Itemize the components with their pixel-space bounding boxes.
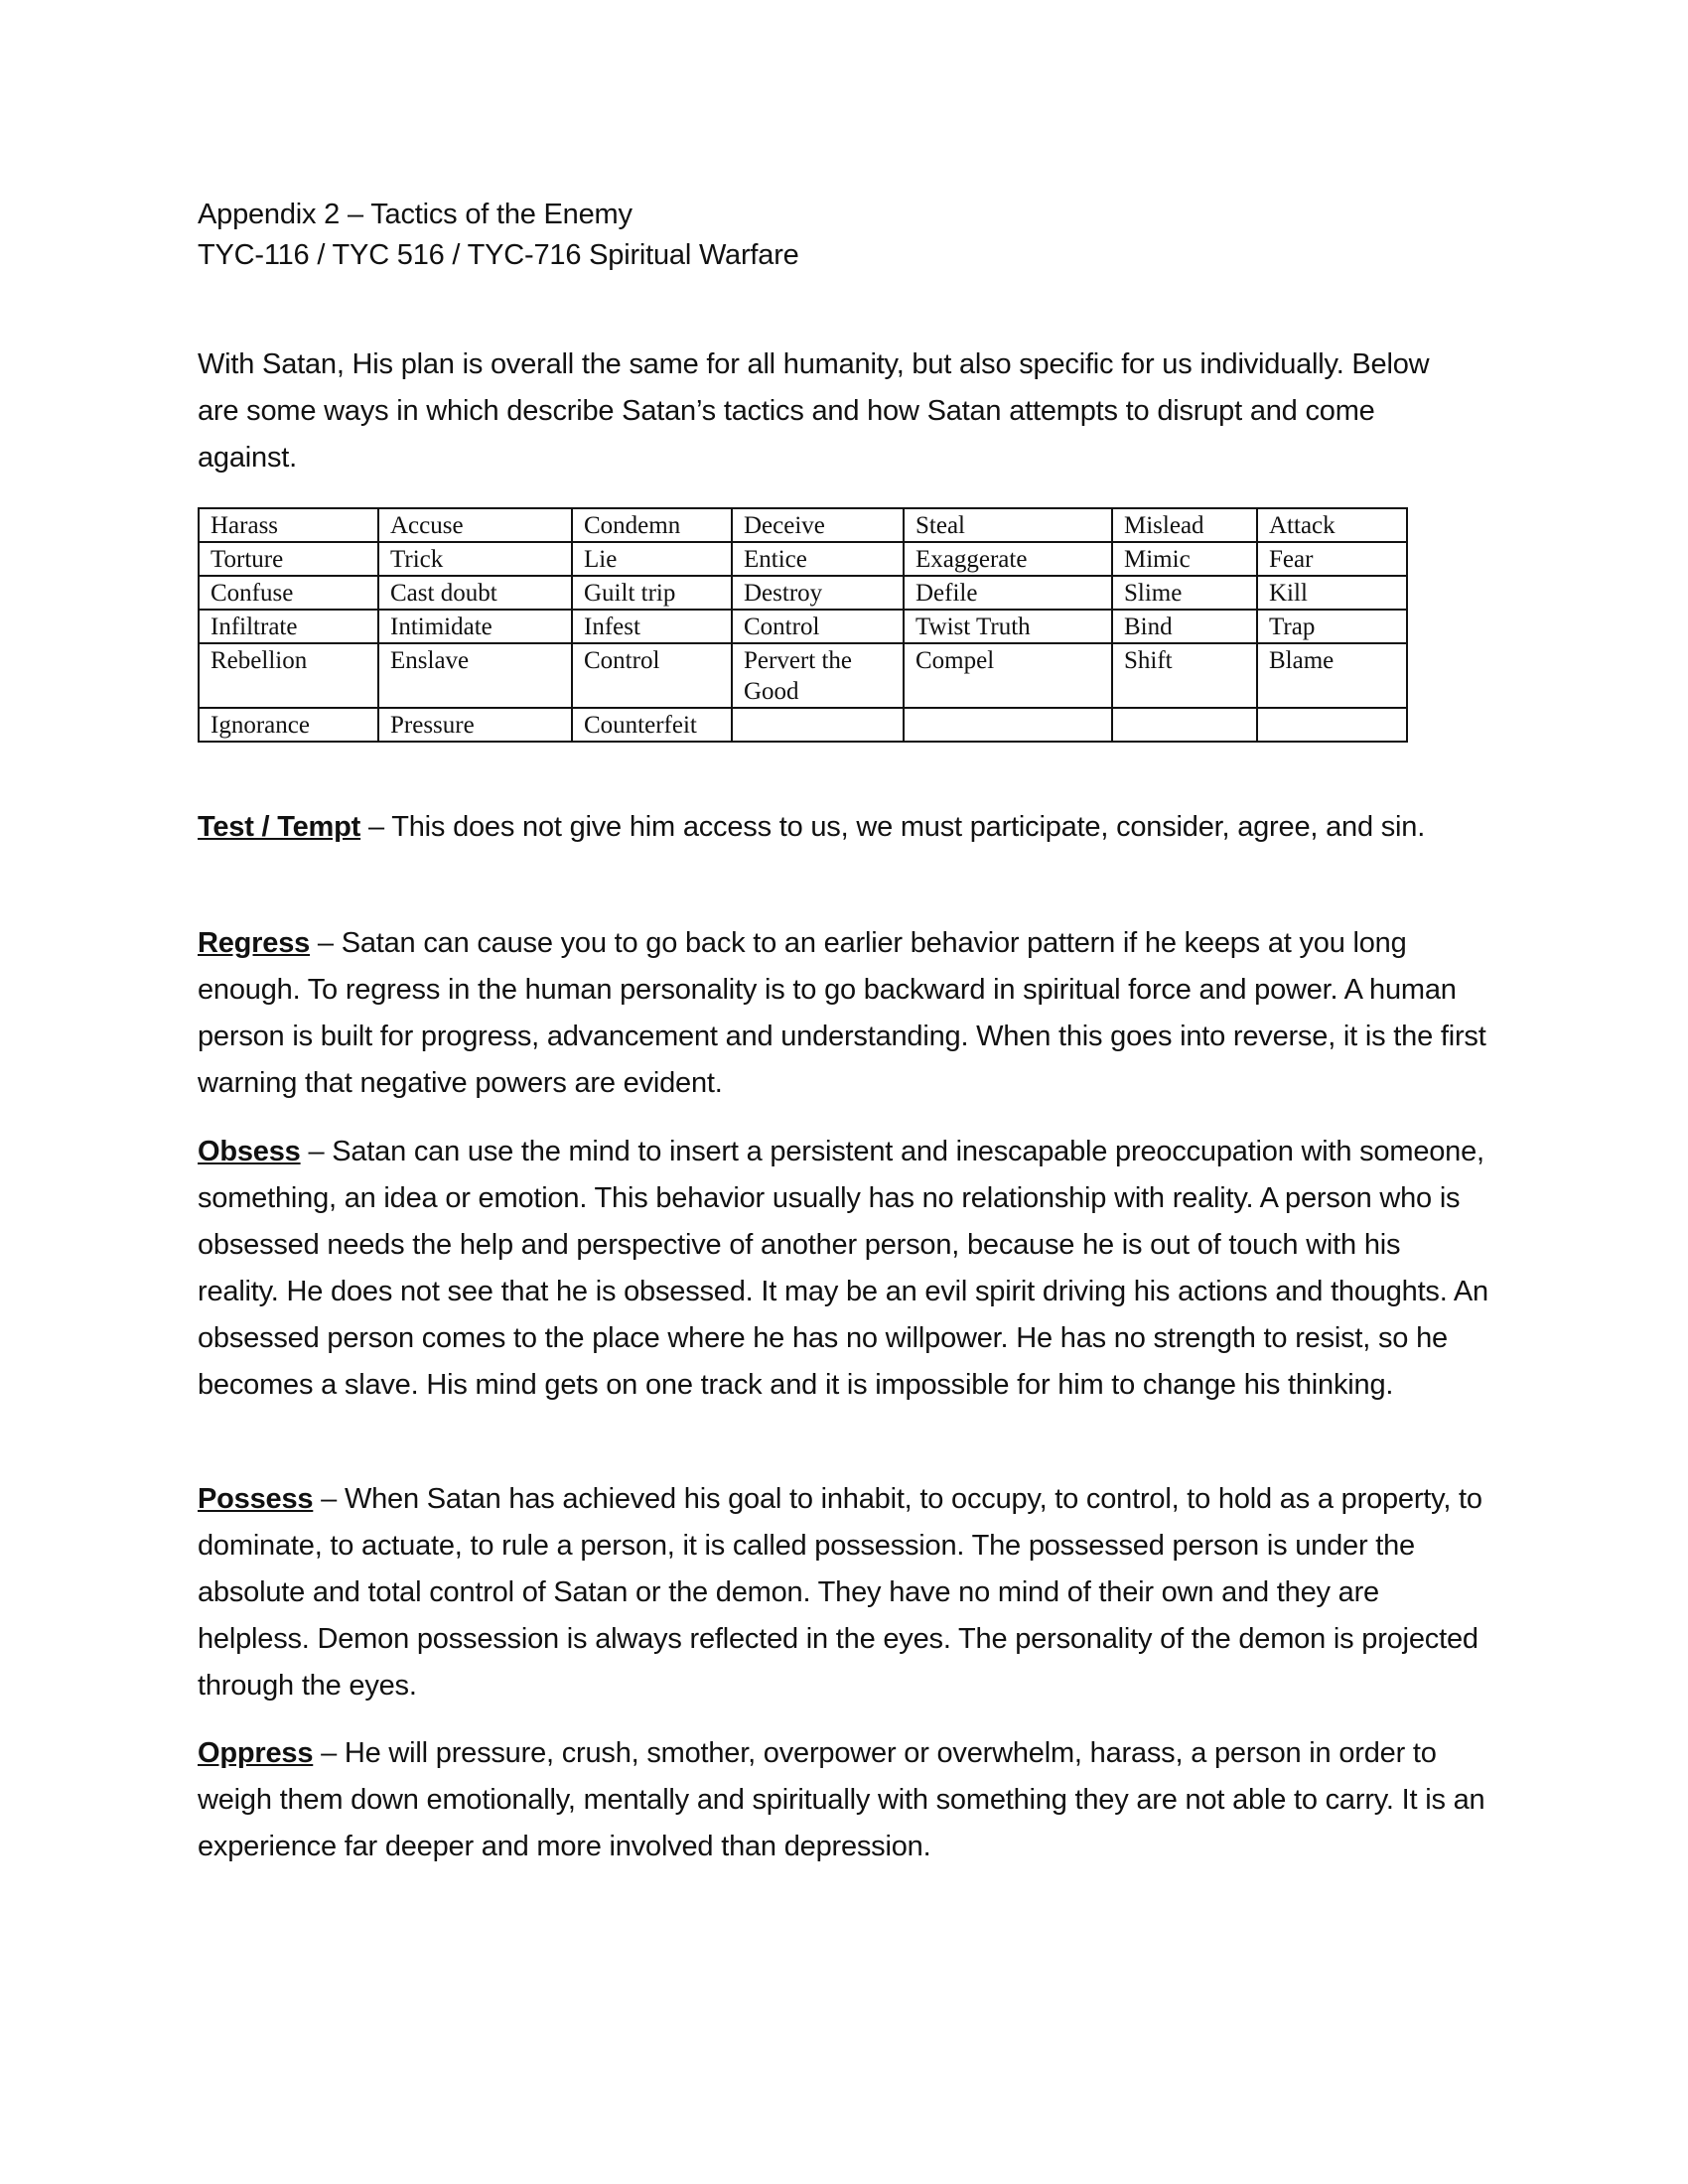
table-cell — [1112, 708, 1257, 742]
table-cell: Fear — [1257, 542, 1407, 576]
table-cell: Blame — [1257, 643, 1407, 708]
appendix-title: Appendix 2 – Tactics of the Enemy — [198, 199, 633, 230]
table-cell: Lie — [572, 542, 732, 576]
table-cell: Destroy — [732, 576, 904, 610]
table-cell: Intimidate — [378, 610, 572, 643]
table-row — [199, 576, 1407, 610]
term-obsess: Obsess — [198, 1136, 301, 1167]
course-title: TYC-116 / TYC 516 / TYC-716 Spiritual Warfare — [198, 239, 799, 271]
definition-text: – Satan can use the mind to insert a persistent and inescapable preoccupation with someone, something, an idea or emotion. This behavior usually has no relationship with reality. A person who is obsessed needs the help and perspective of another person, because he is out of touch with his reality. He does not see that he is obsessed. It may be an evil spirit driving his actions and thoughts. An obsessed person comes to the place where he has no willpower. He has no strength to resist, so he becomes a slave. His mind gets on one track and it is impossible for him to change his thinking. — [198, 1136, 1488, 1401]
table-cell — [904, 708, 1112, 742]
table-row — [199, 643, 1407, 708]
table-cell: Pressure — [378, 708, 572, 742]
section-oppress — [198, 1730, 1488, 1870]
table-row — [199, 542, 1407, 576]
table-cell: Ignorance — [199, 708, 378, 742]
table-cell: Trick — [378, 542, 572, 576]
term-regress: Regress — [198, 927, 311, 959]
table-cell: Accuse — [378, 508, 572, 542]
table-cell: Compel — [904, 643, 1112, 708]
table-cell: Exaggerate — [904, 542, 1112, 576]
table-cell: Cast doubt — [378, 576, 572, 610]
table-cell — [1257, 708, 1407, 742]
table-row — [199, 508, 1407, 542]
table-cell: Confuse — [199, 576, 378, 610]
table-cell: Slime — [1112, 576, 1257, 610]
section-possess — [198, 1476, 1488, 1709]
definition-text: – He will pressure, crush, smother, overpower or overwhelm, harass, a person in order to weigh them down emotionally, mentally and spiritually with something they are not able to carry. It is an experience far deeper and more involved than depression. — [198, 1737, 1485, 1862]
intro-paragraph: With Satan, His plan is overall the same for all humanity, but also specific for us individually. Below are some ways in which describe Satan’s tactics and how Satan attempts to disrupt and come against. — [198, 348, 1430, 474]
table-cell — [732, 708, 904, 742]
table-cell: Mimic — [1112, 542, 1257, 576]
table-cell: Harass — [199, 508, 378, 542]
table-cell: Mislead — [1112, 508, 1257, 542]
definition-text: – Satan can cause you to go back to an earlier behavior pattern if he keeps at you long enough. To regress in the human personality is to go backward in spiritual force and power. A human person is built for progress, advancement and understanding. When this goes into reverse, it is the first warning that negative powers are evident. — [198, 927, 1486, 1099]
table-row — [199, 610, 1407, 643]
table-cell: Control — [732, 610, 904, 643]
tactics-table — [198, 507, 1408, 743]
table-cell: Counterfeit — [572, 708, 732, 742]
definition-text: – When Satan has achieved his goal to inhabit, to occupy, to control, to hold as a property, to dominate, to actuate, to rule a person, it is called possession. The possessed person is under the absolute and total control of Satan or the demon. They have no mind of their own and they are helpless. Demon possession is always reflected in the eyes. The personality of the demon is projected through the eyes. — [198, 1483, 1482, 1702]
table-cell: Defile — [904, 576, 1112, 610]
table-cell: Rebellion — [199, 643, 378, 708]
table-cell: Torture — [199, 542, 378, 576]
table-cell: Steal — [904, 508, 1112, 542]
table-cell: Attack — [1257, 508, 1407, 542]
table-cell: Bind — [1112, 610, 1257, 643]
table-cell: Condemn — [572, 508, 732, 542]
table-cell: Guilt trip — [572, 576, 732, 610]
table-cell: Entice — [732, 542, 904, 576]
table-cell: Control — [572, 643, 732, 708]
table-cell: Shift — [1112, 643, 1257, 708]
table-cell: Kill — [1257, 576, 1407, 610]
table-cell: Infiltrate — [199, 610, 378, 643]
section-test-tempt — [198, 804, 1488, 851]
term-possess: Possess — [198, 1483, 314, 1515]
term-oppress: Oppress — [198, 1737, 314, 1769]
table-cell: Trap — [1257, 610, 1407, 643]
table-cell: Deceive — [732, 508, 904, 542]
term-test-tempt: Test / Tempt — [198, 811, 361, 843]
table-cell: Infest — [572, 610, 732, 643]
table-row — [199, 708, 1407, 742]
definition-text: – This does not give him access to us, we must participate, consider, agree, and sin. — [360, 811, 1426, 843]
table-cell: Enslave — [378, 643, 572, 708]
table-cell: Twist Truth — [904, 610, 1112, 643]
table-cell: Pervert the Good — [732, 643, 904, 708]
section-regress — [198, 920, 1488, 1107]
section-obsess — [198, 1129, 1488, 1409]
